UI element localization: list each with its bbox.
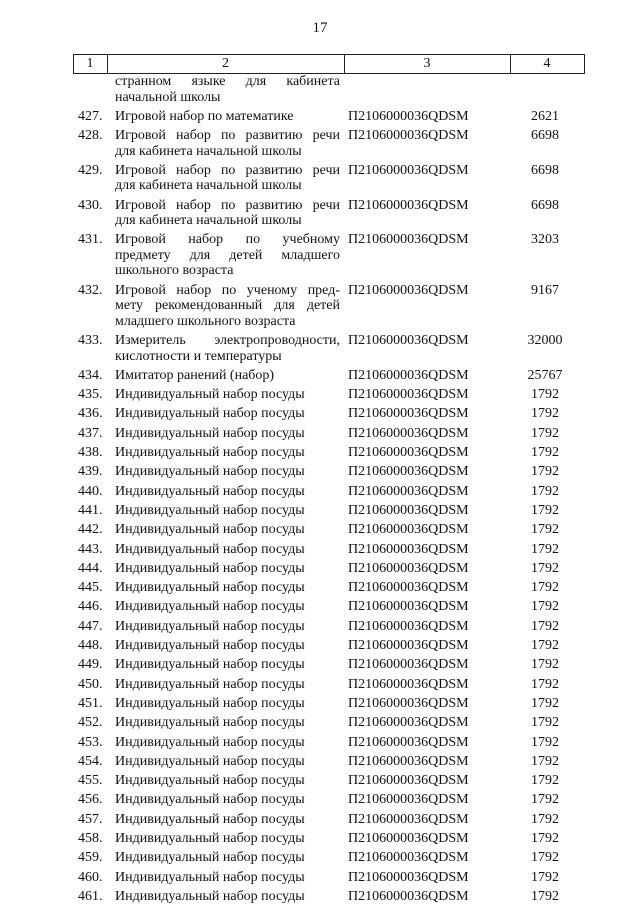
continuation-row — [0, 74, 640, 105]
item-code: П2106000036QDSM — [348, 541, 469, 557]
item-code: П2106000036QDSM — [348, 734, 469, 750]
item-code: П2106000036QDSM — [348, 580, 469, 596]
item-name — [115, 503, 340, 519]
table-row — [0, 445, 640, 461]
item-name — [115, 232, 340, 279]
table-row — [0, 792, 640, 808]
item-code: П2106000036QDSM — [348, 425, 469, 441]
row-number: 439. — [78, 464, 103, 480]
item-price: 1792 — [531, 850, 559, 866]
row-number: 441. — [78, 502, 103, 518]
name-line: для кабинета начальной школы — [115, 213, 302, 229]
item-name — [115, 163, 340, 194]
row-number: 443. — [78, 541, 103, 557]
row-number: 438. — [78, 445, 103, 461]
table-row — [0, 542, 640, 558]
item-name — [115, 850, 340, 866]
column-header-price: 4 — [543, 56, 551, 71]
item-code: П2106000036QDSM — [348, 676, 469, 692]
column-header-name: 2 — [222, 56, 229, 71]
table-row — [0, 464, 640, 480]
item-code: П2106000036QDSM — [348, 560, 469, 576]
item-code: П2106000036QDSM — [348, 197, 469, 213]
table-row — [0, 198, 640, 229]
item-code: П2106000036QDSM — [348, 502, 469, 518]
item-name — [115, 109, 340, 125]
item-code: П2106000036QDSM — [348, 888, 469, 904]
item-name — [115, 561, 340, 577]
item-price: 1792 — [531, 464, 559, 480]
item-name — [115, 387, 340, 403]
item-code: П2106000036QDSM — [348, 869, 469, 885]
row-number: 440. — [78, 483, 103, 499]
name-line: Индивидуальный набор посуды — [115, 850, 305, 866]
row-number: 442. — [78, 522, 103, 538]
item-name — [115, 368, 340, 384]
item-code: П2106000036QDSM — [348, 232, 469, 248]
name-line: мету рекомендованный для детей — [115, 298, 340, 314]
item-price: 1792 — [531, 483, 559, 499]
row-number: 436. — [78, 406, 103, 422]
row-number: 433. — [78, 333, 103, 349]
name-line: начальной школы — [115, 89, 221, 105]
item-price: 1792 — [531, 502, 559, 518]
item-code: П2106000036QDSM — [348, 695, 469, 711]
table-row — [0, 619, 640, 635]
row-number: 432. — [78, 282, 103, 298]
item-price: 1792 — [531, 599, 559, 615]
item-name — [115, 599, 340, 615]
item-name — [115, 283, 340, 330]
column-header-number: 1 — [86, 56, 94, 71]
item-price: 3203 — [531, 232, 559, 248]
row-number: 448. — [78, 638, 103, 654]
table-row — [0, 754, 640, 770]
item-name — [115, 406, 340, 422]
item-code: П2106000036QDSM — [348, 850, 469, 866]
item-name — [115, 677, 340, 693]
row-number: 460. — [78, 869, 103, 885]
row-number: 447. — [78, 618, 103, 634]
name-line: Игровой набор по учебному — [115, 232, 340, 248]
table-row — [0, 850, 640, 866]
name-line: Индивидуальный набор посуды — [115, 387, 305, 403]
item-code: П2106000036QDSM — [348, 792, 469, 808]
name-line: для кабинета начальной школы — [115, 143, 302, 159]
row-number: 434. — [78, 367, 103, 383]
item-price: 6698 — [531, 128, 559, 144]
name-line: Индивидуальный набор посуды — [115, 502, 305, 518]
name-line: Игровой набор по развитию речи — [115, 197, 340, 213]
table-row — [0, 599, 640, 615]
table-header — [73, 54, 585, 74]
item-name — [115, 198, 340, 229]
item-code: П2106000036QDSM — [348, 282, 469, 298]
item-name — [115, 812, 340, 828]
name-line: Индивидуальный набор посуды — [115, 580, 305, 596]
item-name — [115, 754, 340, 770]
item-price: 1792 — [531, 387, 559, 403]
item-name — [115, 74, 340, 105]
row-number: 429. — [78, 162, 103, 178]
table-row — [0, 831, 640, 847]
item-code: П2106000036QDSM — [348, 406, 469, 422]
item-code: П2106000036QDSM — [348, 128, 469, 144]
item-price: 1792 — [531, 676, 559, 692]
table-row — [0, 870, 640, 886]
item-name — [115, 657, 340, 673]
name-line: Индивидуальный набор посуды — [115, 773, 305, 789]
item-code: П2106000036QDSM — [348, 618, 469, 634]
row-number: 452. — [78, 715, 103, 731]
item-price: 1792 — [531, 445, 559, 461]
item-name — [115, 696, 340, 712]
table-row — [0, 232, 640, 279]
item-price: 6698 — [531, 162, 559, 178]
name-line: Индивидуальный набор посуды — [115, 464, 305, 480]
item-name — [115, 889, 340, 905]
row-number: 451. — [78, 695, 103, 711]
name-line: Индивидуальный набор посуды — [115, 715, 305, 731]
row-number: 437. — [78, 425, 103, 441]
item-code: П2106000036QDSM — [348, 387, 469, 403]
name-line: Индивидуальный набор посуды — [115, 483, 305, 499]
name-line: Индивидуальный набор посуды — [115, 695, 305, 711]
item-code: П2106000036QDSM — [348, 599, 469, 615]
row-number: 453. — [78, 734, 103, 750]
table-row — [0, 773, 640, 789]
item-price: 9167 — [531, 282, 559, 298]
row-number: 454. — [78, 753, 103, 769]
item-code: П2106000036QDSM — [348, 445, 469, 461]
item-name — [115, 580, 340, 596]
name-line: школьного возраста — [115, 263, 234, 279]
name-line: младшего школьного возраста — [115, 313, 296, 329]
item-code: П2106000036QDSM — [348, 522, 469, 538]
table-row — [0, 812, 640, 828]
row-number: 428. — [78, 128, 103, 144]
table-row — [0, 561, 640, 577]
row-number: 444. — [78, 560, 103, 576]
column-divider — [584, 55, 585, 73]
item-name — [115, 426, 340, 442]
name-line: для кабинета начальной школы — [115, 178, 302, 194]
table-row — [0, 677, 640, 693]
row-number: 457. — [78, 811, 103, 827]
row-number: 455. — [78, 773, 103, 789]
item-price: 1792 — [531, 657, 559, 673]
item-price: 2621 — [531, 108, 559, 124]
row-number: 456. — [78, 792, 103, 808]
page-number: 17 — [312, 20, 328, 36]
item-price: 1792 — [531, 792, 559, 808]
item-price: 1792 — [531, 869, 559, 885]
table-row — [0, 163, 640, 194]
item-price: 1792 — [531, 618, 559, 634]
item-name — [115, 715, 340, 731]
name-line: Индивидуальный набор посуды — [115, 888, 305, 904]
item-price: 1792 — [531, 811, 559, 827]
table-row — [0, 406, 640, 422]
table-row — [0, 715, 640, 731]
table-row — [0, 657, 640, 673]
table-row — [0, 128, 640, 159]
item-name — [115, 484, 340, 500]
row-number: 445. — [78, 580, 103, 596]
item-code: П2106000036QDSM — [348, 715, 469, 731]
table-row — [0, 333, 640, 364]
item-code: П2106000036QDSM — [348, 464, 469, 480]
name-line: Индивидуальный набор посуды — [115, 560, 305, 576]
name-line: Индивидуальный набор посуды — [115, 541, 305, 557]
item-price: 1792 — [531, 560, 559, 576]
name-line: Игровой набор по ученому пред- — [115, 282, 340, 298]
item-price: 25767 — [527, 367, 563, 383]
item-name — [115, 445, 340, 461]
item-name — [115, 333, 340, 364]
item-code: П2106000036QDSM — [348, 831, 469, 846]
item-code: П2106000036QDSM — [348, 367, 469, 383]
item-code: П2106000036QDSM — [348, 333, 469, 349]
name-line: Индивидуальный набор посуды — [115, 406, 305, 422]
name-line: Индивидуальный набор посуды — [115, 445, 305, 461]
name-line: Индивидуальный набор посуды — [115, 618, 305, 634]
item-price: 1792 — [531, 695, 559, 711]
row-number: 427. — [78, 108, 103, 124]
name-line: Индивидуальный набор посуды — [115, 599, 305, 615]
item-name — [115, 464, 340, 480]
item-name — [115, 128, 340, 159]
item-price: 1792 — [531, 734, 559, 750]
item-price: 1792 — [531, 888, 559, 904]
name-line: Индивидуальный набор посуды — [115, 638, 305, 654]
name-line: Измеритель электропроводности, — [115, 333, 340, 349]
name-line: Индивидуальный набор посуды — [115, 676, 305, 692]
item-name — [115, 870, 340, 886]
name-line: Индивидуальный набор посуды — [115, 425, 305, 441]
item-price: 1792 — [531, 715, 559, 731]
item-price: 1792 — [531, 522, 559, 538]
item-price: 1792 — [531, 831, 559, 846]
item-price: 1792 — [531, 773, 559, 789]
item-name — [115, 792, 340, 808]
row-number: 458. — [78, 831, 103, 846]
item-name — [115, 735, 340, 751]
item-price: 1792 — [531, 425, 559, 441]
item-name — [115, 522, 340, 538]
name-line: Индивидуальный набор посуды — [115, 792, 305, 808]
table-row — [0, 889, 640, 905]
item-price: 1792 — [531, 753, 559, 769]
row-number: 459. — [78, 850, 103, 866]
row-number: 431. — [78, 232, 103, 248]
item-code: П2106000036QDSM — [348, 773, 469, 789]
row-number: 446. — [78, 599, 103, 615]
item-price: 6698 — [531, 197, 559, 213]
item-price: 1792 — [531, 541, 559, 557]
name-line: Имитатор ранений (набор) — [115, 367, 275, 383]
item-price: 1792 — [531, 580, 559, 596]
name-line: Индивидуальный набор посуды — [115, 734, 305, 750]
table-body — [0, 74, 640, 904]
row-number: 450. — [78, 676, 103, 692]
item-name — [115, 638, 340, 654]
item-code: П2106000036QDSM — [348, 811, 469, 827]
table-row — [0, 696, 640, 712]
row-number: 430. — [78, 197, 103, 213]
name-line: Индивидуальный набор посуды — [115, 753, 305, 769]
item-code: П2106000036QDSM — [348, 483, 469, 499]
table-row — [0, 484, 640, 500]
table-row — [0, 580, 640, 596]
name-line: странном языке для кабинета — [115, 74, 340, 89]
item-code: П2106000036QDSM — [348, 753, 469, 769]
name-line: Индивидуальный набор посуды — [115, 811, 305, 827]
item-price: 1792 — [531, 406, 559, 422]
name-line: Индивидуальный набор посуды — [115, 831, 305, 846]
item-name — [115, 542, 340, 558]
table-row — [0, 109, 640, 125]
row-number: 435. — [78, 387, 103, 403]
item-code: П2106000036QDSM — [348, 108, 469, 124]
item-name — [115, 773, 340, 789]
item-name — [115, 619, 340, 635]
row-number: 449. — [78, 657, 103, 673]
column-header-code: 3 — [423, 56, 431, 71]
item-name — [115, 831, 340, 847]
item-price: 1792 — [531, 638, 559, 654]
item-code: П2106000036QDSM — [348, 638, 469, 654]
item-code: П2106000036QDSM — [348, 162, 469, 178]
item-code: П2106000036QDSM — [348, 657, 469, 673]
row-number: 461. — [78, 888, 103, 904]
name-line: предмету для детей младшего — [115, 247, 340, 263]
table-row — [0, 522, 640, 538]
table-row — [0, 638, 640, 654]
table-row — [0, 503, 640, 519]
name-line: Игровой набор по математике — [115, 108, 294, 124]
table-row — [0, 283, 640, 330]
item-price: 32000 — [527, 333, 563, 349]
table-row — [0, 387, 640, 403]
name-line: Игровой набор по развитию речи — [115, 128, 340, 144]
table-row — [0, 368, 640, 384]
name-line: Индивидуальный набор посуды — [115, 522, 305, 538]
table-row — [0, 735, 640, 751]
name-line: Игровой набор по развитию речи — [115, 162, 340, 178]
table-row — [0, 426, 640, 442]
name-line: Индивидуальный набор посуды — [115, 657, 305, 673]
name-line: Индивидуальный набор посуды — [115, 869, 305, 885]
name-line: кислотности и температуры — [115, 348, 282, 364]
